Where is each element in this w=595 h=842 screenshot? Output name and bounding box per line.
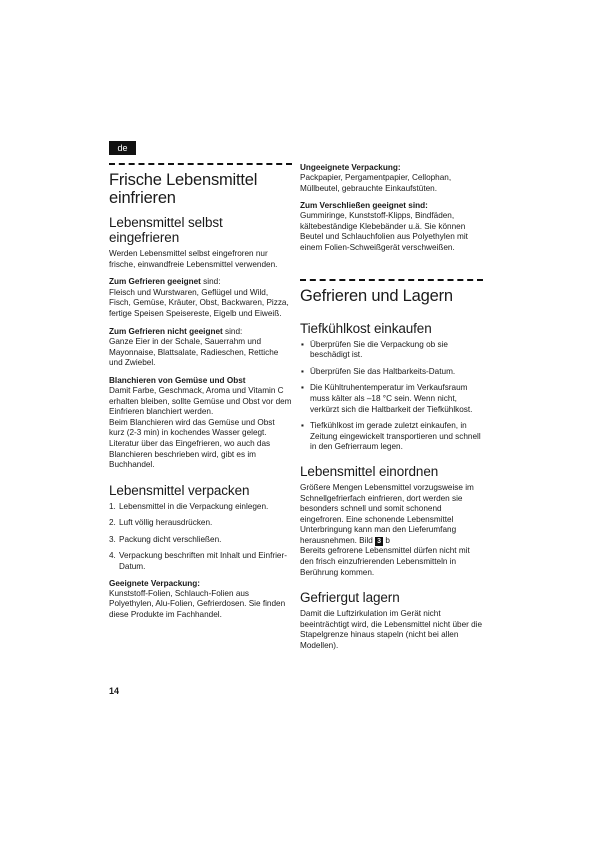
arranging-text-2: Bereits gefrorene Lebensmittel dürfen nicht mit den frisch einzufrierenden Lebensmitteln in Berührung kommen. (300, 546, 470, 577)
packing-step: 3. Packung dicht verschließen. (109, 534, 222, 544)
unsuitable-packaging-heading: Ungeeignete Verpackung: (300, 163, 401, 172)
right-column (300, 163, 483, 659)
packing-step: 4. Verpackung beschriften mit Inhalt und Einfrier-Datum. (109, 551, 287, 572)
closing-text: Gummiringe, Kunststoff-Klipps, Bindfäden, kältebeständige Klebebänder u.ä. Sie können Beutel und Schlauchfolien aus Polyethylen mit einem Folien-Schweißgerät verschweißen. (300, 211, 468, 252)
closing-heading: Zum Verschließen geeignet sind: (300, 201, 428, 211)
language-badge: de (109, 141, 136, 155)
blanch-text-1: Damit Farbe, Geschmack, Aroma und Vitamin C erhalten bleiben, sollte Gemüse und Obst vor dem Einfrieren blanchiert werden. (109, 385, 292, 417)
blanch-text-2: Beim Blanchieren wird das Gemüse und Obst kurz (2-3 min) in kochendes Wasser gelegt. (109, 417, 275, 438)
unsuitable-text: Ganze Eier in der Schale, Sauerrahm und Mayonnaise, Blattsalate, Radieschen, Rettiche und Zwiebel. (109, 337, 279, 368)
storing-text: Damit die Luftzirkulation im Gerät nicht beeinträchtigt wird, die Lebensmittel nicht über die Stapelgrenze hinaus stapeln (nicht bei allen Modellen). (300, 609, 483, 651)
unsuitable-packaging-text: Packpapier, Pergamentpapier, Cellophan, Müllbeutel, gebrauchte Einkaufstüten. (300, 173, 452, 193)
blanch-heading: Blanchieren von Gemüse und Obst (109, 375, 246, 385)
buying-tip: ▪ Überprüfen Sie die Verpackung ob sie beschädigt ist. (301, 339, 448, 360)
section-heading-freezing-storing: Gefrieren und Lagern (300, 286, 453, 305)
arranging-text-1: Größere Mengen Lebensmittel vorzugsweise im Schnellgefrierfach einfrieren, dort werden sie besonders schnell und somit schonend eingefroren. Eine schonende Lebensmittel Unterbringung kann man den Lieferumfang herausnehmen. Bild 3 b (300, 482, 474, 545)
subheading-packing: Lebensmittel verpacken (109, 482, 250, 498)
blanch-text-3: Literatur über das Eingefrieren, wo auch das Blanchieren beschrieben wird, gibt es im Buchhandel. (109, 438, 271, 470)
subheading-self-freezing: Lebensmittel selbst eingefrieren (109, 215, 223, 245)
suitable-packaging-text: Kunststoff-Folien, Schlauch-Folien aus Polyethylen, Alu-Folien, Gefrierdosen. Sie finden diese Produkte im Fachhandel. (109, 588, 286, 619)
suitable-text: Fleisch und Wurstwaren, Geflügel und Wild, Fisch, Gemüse, Kräuter, Obst, Backwaren, Pizza, fertige Speisen Speisereste, Eigelb und Eiweiß. (109, 287, 289, 318)
left-column (109, 163, 292, 627)
packing-step: 1. Lebensmittel in die Verpackung einlegen. (109, 501, 269, 511)
packing-steps (109, 502, 292, 573)
figure-number-badge: 3 (375, 537, 383, 546)
suitable-packaging-heading: Geeignete Verpackung: (109, 578, 201, 588)
section-divider (300, 279, 483, 281)
buying-tips (300, 340, 483, 453)
buying-tip: ▪ Überprüfen Sie das Haltbarkeits-Datum. (301, 366, 456, 376)
subheading-arranging: Lebensmittel einordnen (300, 463, 439, 479)
intro-paragraph: Werden Lebensmittel selbst eingefroren nur frische, einwandfreie Lebensmittel verwenden. (109, 249, 278, 269)
section-heading-fresh-food: Frische Lebensmittel einfrieren (109, 171, 258, 207)
page-number: 14 (109, 686, 120, 696)
suitable-label: Zum Gefrieren geeignet sind: (109, 277, 221, 287)
section-divider (109, 163, 292, 165)
packing-step: 2. Luft völlig herausdrücken. (109, 518, 213, 528)
subheading-buying: Tiefkühlkost einkaufen (300, 320, 432, 336)
buying-tip: ▪ Die Kühltruhentemperatur im Verkaufsraum muss kälter als –18 °C sein. Wenn nicht, verkürzt sich die Haltbarkeit der Tiefkühlkost. (301, 383, 473, 414)
buying-tip: ▪ Tiefkühlkost im gerade zuletzt einkaufen, in Zeitung eingewickelt transportieren und schnell in den Gefrierraum legen. (301, 421, 481, 452)
subheading-storing: Gefriergut lagern (300, 590, 400, 606)
unsuitable-label: Zum Gefrieren nicht geeignet sind: (109, 326, 243, 336)
